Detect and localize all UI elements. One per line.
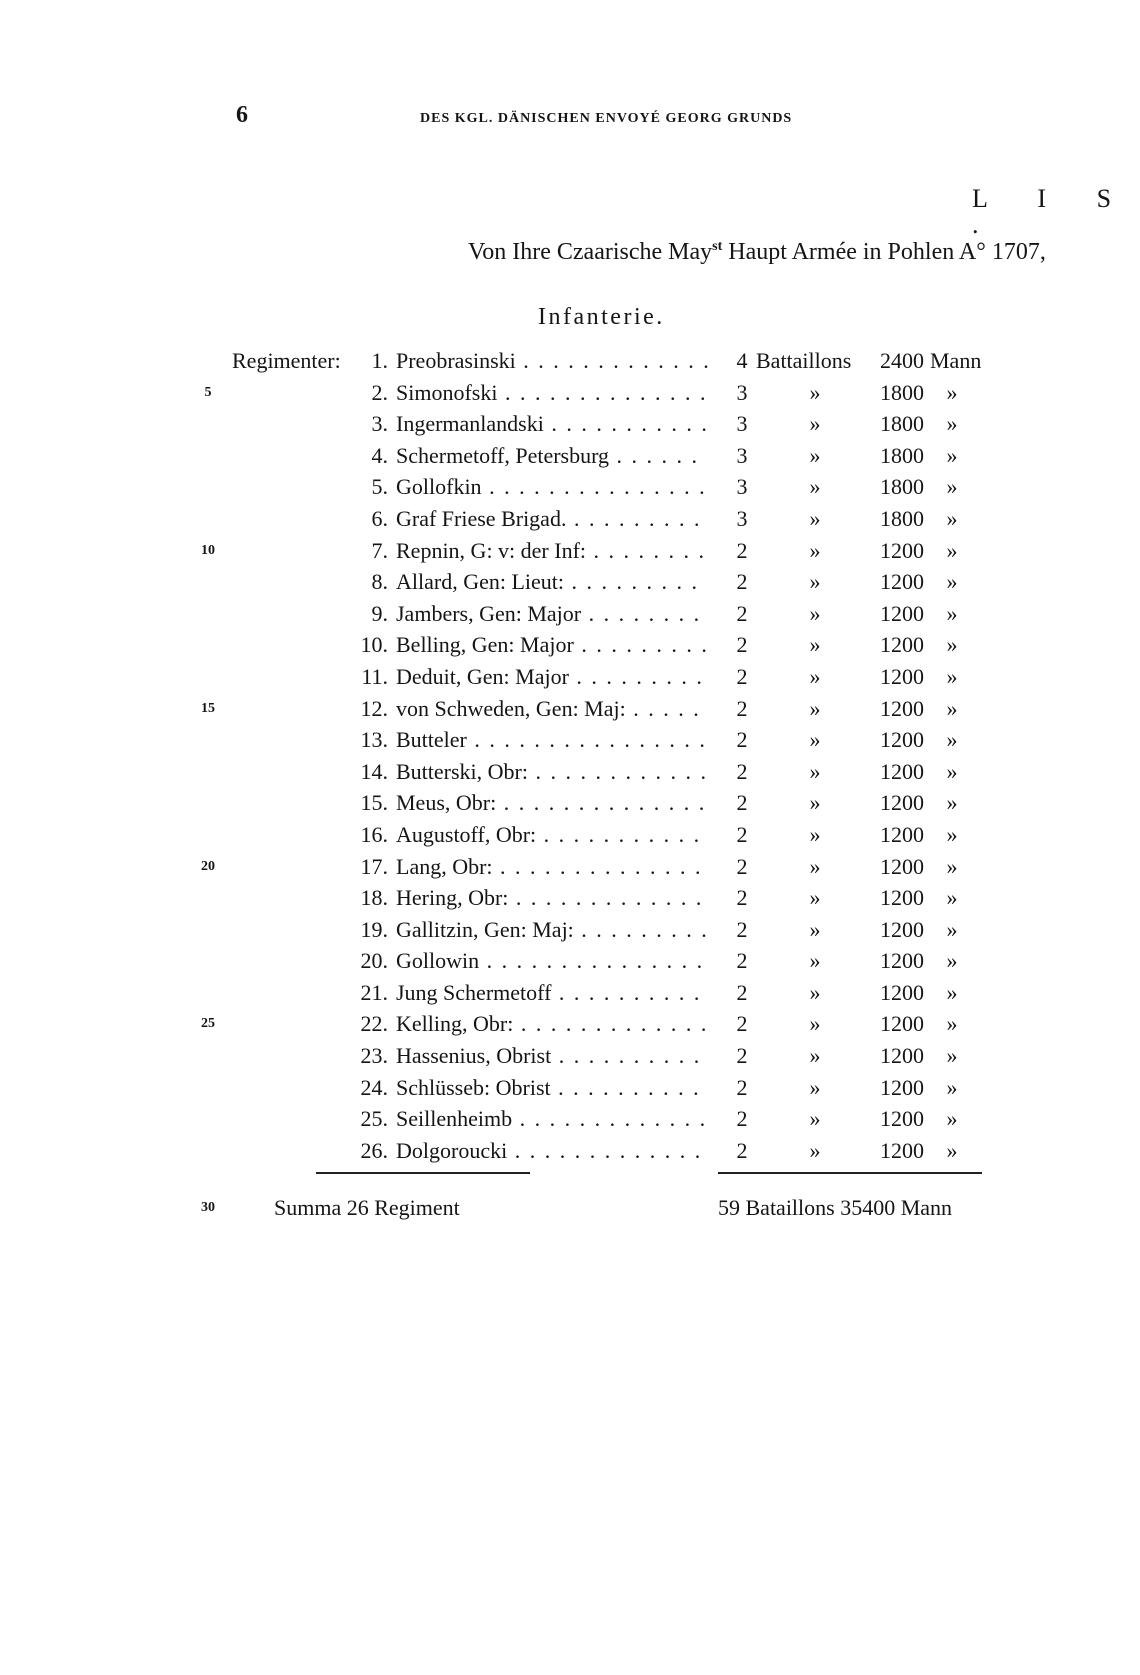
table-row (0, 819, 1140, 851)
regiment-number: 1. (371, 348, 388, 373)
men-count: 1800 (880, 442, 924, 468)
regiment-number: 25. (360, 1106, 388, 1132)
men-ditto-mark: » (946, 411, 958, 437)
men-ditto-mark: » (946, 569, 958, 595)
table-row (0, 977, 1140, 1009)
regiment-name: Kelling, Obr: . . . (396, 1008, 708, 1040)
battalions-ditto-mark: » (809, 1137, 821, 1163)
table-row (0, 535, 1140, 567)
regiment-number: 20. (360, 948, 388, 974)
table-row (0, 471, 1140, 503)
regiment-name: Preobrasinski . . . (396, 345, 708, 377)
men-count: 1800 (880, 379, 924, 405)
table-row (0, 756, 1140, 788)
regiment-name: Augustoff, Obr: . . . (396, 819, 708, 851)
men-ditto-mark: » (946, 790, 958, 816)
regiment-name: Repnin, G: v: der Inf: . . . (396, 535, 708, 567)
battalion-count: 2 (736, 1106, 748, 1132)
men-ditto-mark: » (946, 1074, 958, 1100)
margin-line-number: 20 (201, 858, 215, 874)
battalion-count: 2 (736, 537, 748, 563)
battalion-count: 2 (736, 885, 748, 911)
page-number: 6 (236, 102, 248, 128)
table-row (0, 914, 1140, 946)
table-row (0, 503, 1140, 535)
men-ditto-mark: » (946, 505, 958, 531)
table-row (0, 945, 1140, 977)
battalions-ditto-mark: » (809, 885, 821, 911)
regiment-number: 26. (360, 1137, 388, 1163)
men-ditto-mark: » (946, 663, 958, 689)
regiment-number: 23. (360, 1043, 388, 1069)
table-row (0, 345, 1140, 377)
battalions-ditto-mark: » (809, 695, 821, 721)
men-count: 1200 (880, 916, 924, 942)
battalions-ditto-mark: » (809, 379, 821, 405)
regiment-name: Jung Schermetoff . . . (396, 977, 708, 1009)
regiment-number: 13. (360, 727, 388, 753)
subtitle-text-after: Haupt Armée in Pohlen A° 1707, (722, 239, 1046, 265)
table-row (0, 629, 1140, 661)
men-ditto-mark: » (946, 474, 958, 500)
men-count: 1200 (880, 569, 924, 595)
battalions-ditto-mark: » (809, 474, 821, 500)
table-row (0, 566, 1140, 598)
battalion-count: 2 (736, 632, 748, 658)
battalions-ditto-mark: » (809, 411, 821, 437)
list-title: L I S . (972, 184, 1134, 239)
battalion-count: 2 (736, 948, 748, 974)
battalions-ditto-mark: » (809, 1043, 821, 1069)
margin-line-number: 5 (204, 384, 212, 400)
battalion-count: 2 (736, 1011, 748, 1037)
table-row (0, 598, 1140, 630)
men-count: 1200 (880, 632, 924, 658)
table-row (0, 851, 1140, 883)
table-row (0, 661, 1140, 693)
men-unit: Mann (930, 348, 982, 373)
men-ditto-mark: » (946, 537, 958, 563)
men-count: 1200 (880, 790, 924, 816)
table-row (0, 882, 1140, 914)
sum-rule-left (316, 1172, 530, 1174)
battalion-count: 3 (736, 442, 748, 468)
men-count: 1200 (880, 727, 924, 753)
battalion-count: 2 (736, 695, 748, 721)
men-ditto-mark: » (946, 821, 958, 847)
battalion-count: 2 (736, 821, 748, 847)
regiment-table (0, 345, 1140, 1166)
battalion-count: 3 (736, 474, 748, 500)
regiment-name: Gollowin . . . (396, 945, 708, 977)
men-ditto-mark: » (946, 1106, 958, 1132)
regiment-name: Seillenheimb . . . (396, 1103, 708, 1135)
regiment-number: 17. (360, 853, 388, 879)
table-row (0, 1103, 1140, 1135)
battalion-count: 2 (736, 916, 748, 942)
battalion-count: 2 (736, 1074, 748, 1100)
table-row (0, 377, 1140, 409)
subtitle-text-before: Von Ihre Czaarische May (468, 239, 713, 265)
regiment-number: 16. (360, 821, 388, 847)
regiment-number: 10. (360, 632, 388, 658)
regiments-label: Regimenter: (232, 348, 341, 373)
regiment-number: 5. (371, 474, 388, 500)
regiment-name: Deduit, Gen: Major . . . (396, 661, 708, 693)
men-ditto-mark: » (946, 727, 958, 753)
regiment-name: Gallitzin, Gen: Maj: . . . (396, 914, 708, 946)
men-count: 1800 (880, 505, 924, 531)
regiment-number: 8. (371, 569, 388, 595)
regiment-name: Hassenius, Obrist . . . (396, 1040, 708, 1072)
men-ditto-mark: » (946, 885, 958, 911)
battalion-count: 2 (736, 569, 748, 595)
men-ditto-mark: » (946, 695, 958, 721)
regiment-name: Ingermanlandski . . . (396, 408, 708, 440)
regiment-name: Butteler . . . (396, 724, 708, 756)
battalions-ditto-mark: » (809, 569, 821, 595)
battalion-count: 2 (736, 727, 748, 753)
men-count: 1200 (880, 600, 924, 626)
men-count: 1200 (880, 1106, 924, 1132)
table-row (0, 1072, 1140, 1104)
regiment-name: Schlüsseb: Obrist . . . (396, 1072, 708, 1104)
table-row (0, 1008, 1140, 1040)
battalions-ditto-mark: » (809, 505, 821, 531)
men-count: 1200 (880, 537, 924, 563)
men-count: 1200 (880, 1074, 924, 1100)
men-ditto-mark: » (946, 1011, 958, 1037)
men-count: 1800 (880, 411, 924, 437)
running-head: DES KGL. DÄNISCHEN ENVOYÉ GEORG GRUNDS (420, 111, 793, 126)
men-count: 1200 (880, 695, 924, 721)
battalions-ditto-mark: » (809, 632, 821, 658)
regiment-number: 7. (371, 537, 388, 563)
battalions-ditto-mark: » (809, 916, 821, 942)
regiment-number: 24. (360, 1074, 388, 1100)
regiment-name: Meus, Obr: . . . (396, 787, 708, 819)
margin-line-number: 10 (201, 542, 215, 558)
battalions-ditto-mark: » (809, 821, 821, 847)
battalions-ditto-mark: » (809, 1106, 821, 1132)
list-subtitle (468, 240, 1046, 264)
table-row (0, 724, 1140, 756)
battalion-count: 4 (736, 348, 748, 373)
battalions-ditto-mark: » (809, 758, 821, 784)
men-count: 2400 (880, 348, 924, 373)
battalions-ditto-mark: » (809, 1074, 821, 1100)
men-count: 1200 (880, 821, 924, 847)
regiment-number: 18. (360, 885, 388, 911)
sum-rule-right (718, 1172, 982, 1174)
regiment-name: Allard, Gen: Lieut: . . . (396, 566, 708, 598)
summary-row (0, 1192, 1140, 1224)
regiment-name: Lang, Obr: . . . (396, 851, 708, 883)
men-count: 1200 (880, 1137, 924, 1163)
battalion-count: 2 (736, 600, 748, 626)
men-count: 1200 (880, 853, 924, 879)
regiment-name: Graf Friese Brigad. . . . (396, 503, 708, 535)
regiment-number: 12. (360, 695, 388, 721)
regiment-name: Schermetoff, Petersburg . . . (396, 440, 708, 472)
battalion-count: 2 (736, 1137, 748, 1163)
men-count: 1200 (880, 758, 924, 784)
regiment-name: Dolgoroucki . . . (396, 1135, 708, 1167)
battalions-ditto-mark: » (809, 790, 821, 816)
men-count: 1200 (880, 663, 924, 689)
men-ditto-mark: » (946, 442, 958, 468)
men-ditto-mark: » (946, 1137, 958, 1163)
battalions-ditto-mark: » (809, 663, 821, 689)
men-ditto-mark: » (946, 979, 958, 1005)
men-ditto-mark: » (946, 758, 958, 784)
regiment-number: 14. (360, 758, 388, 784)
battalion-count: 2 (736, 790, 748, 816)
regiment-name: Gollofkin . . . (396, 471, 708, 503)
men-count: 1200 (880, 1043, 924, 1069)
margin-line-number: 15 (201, 700, 215, 716)
men-ditto-mark: » (946, 948, 958, 974)
battalions-ditto-mark: » (809, 948, 821, 974)
men-ditto-mark: » (946, 600, 958, 626)
men-ditto-mark: » (946, 853, 958, 879)
battalion-count: 3 (736, 379, 748, 405)
battalion-count: 2 (736, 853, 748, 879)
battalion-count: 2 (736, 663, 748, 689)
table-row (0, 693, 1140, 725)
battalions-unit: Battaillons (756, 348, 852, 373)
men-count: 1800 (880, 474, 924, 500)
battalion-count: 2 (736, 1043, 748, 1069)
regiment-number: 19. (360, 916, 388, 942)
regiment-name: Jambers, Gen: Major . . . (396, 598, 708, 630)
table-row (0, 408, 1140, 440)
margin-line-number: 25 (201, 1016, 215, 1032)
regiment-number: 2. (371, 379, 388, 405)
summary-line-number: 30 (201, 1200, 215, 1215)
regiment-name: Hering, Obr: . . . (396, 882, 708, 914)
battalion-count: 3 (736, 505, 748, 531)
subtitle-superscript: st (712, 239, 723, 254)
men-count: 1200 (880, 885, 924, 911)
regiment-number: 3. (371, 411, 388, 437)
battalions-ditto-mark: » (809, 853, 821, 879)
battalions-ditto-mark: » (809, 442, 821, 468)
battalions-ditto-mark: » (809, 1011, 821, 1037)
men-ditto-mark: » (946, 379, 958, 405)
battalions-ditto-mark: » (809, 727, 821, 753)
regiment-number: 15. (360, 790, 388, 816)
regiment-number: 11. (361, 663, 388, 689)
regiment-name: Butterski, Obr: . . . (396, 756, 708, 788)
battalion-count: 2 (736, 979, 748, 1005)
battalion-count: 2 (736, 758, 748, 784)
battalion-count: 3 (736, 411, 748, 437)
table-row (0, 1040, 1140, 1072)
men-ditto-mark: » (946, 916, 958, 942)
men-count: 1200 (880, 1011, 924, 1037)
men-ditto-mark: » (946, 1043, 958, 1069)
regiment-name: Simonofski . . . (396, 377, 708, 409)
table-row (0, 787, 1140, 819)
summary-regiments: Summa 26 Regiment (274, 1195, 460, 1220)
summary-totals: 59 Bataillons 35400 Mann (718, 1195, 953, 1220)
men-ditto-mark: » (946, 632, 958, 658)
battalions-ditto-mark: » (809, 979, 821, 1005)
regiment-number: 9. (371, 600, 388, 626)
regiment-number: 21. (360, 979, 388, 1005)
regiment-number: 22. (360, 1011, 388, 1037)
battalions-ditto-mark: » (809, 600, 821, 626)
men-count: 1200 (880, 979, 924, 1005)
table-row (0, 1135, 1140, 1167)
regiment-number: 6. (371, 505, 388, 531)
regiment-name: von Schweden, Gen: Maj: . . . (396, 693, 708, 725)
table-row (0, 440, 1140, 472)
regiment-name: Belling, Gen: Major . . . (396, 629, 708, 661)
men-count: 1200 (880, 948, 924, 974)
regiment-number: 4. (371, 442, 388, 468)
section-title: Infanterie. (538, 304, 665, 330)
battalions-ditto-mark: » (809, 537, 821, 563)
